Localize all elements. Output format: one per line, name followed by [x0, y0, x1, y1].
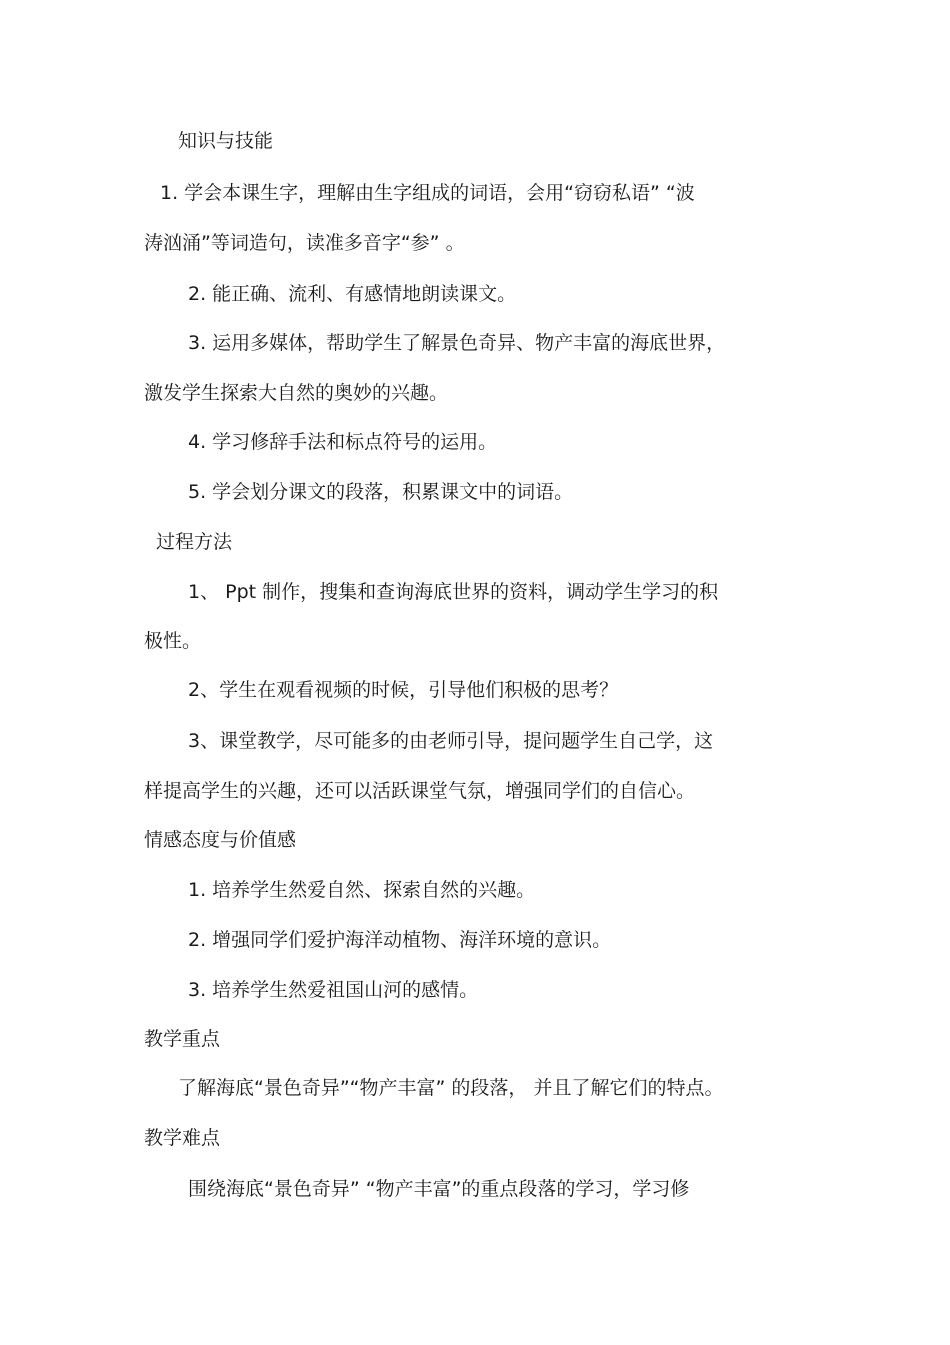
paragraph-line: 样提高学生的兴趣，还可以活跃课堂气氛，增强同学们的自信心。	[144, 780, 696, 802]
paragraph-line: 3. 运用多媒体，帮助学生了解景色奇异、物产丰富的海底世界，	[188, 332, 726, 354]
paragraph-line: 激发学生探索大自然的奥妙的兴趣。	[144, 382, 449, 404]
paragraph-line: 2. 能正确、流利、有感情地朗读课文。	[188, 283, 517, 305]
heading-knowledge-skills: 知识与技能	[178, 130, 274, 152]
paragraph-line: 围绕海底“景色奇异” “物产丰富”的重点段落的学习，学习修	[188, 1178, 690, 1200]
paragraph-line: 5. 学会划分课文的段落，积累课文中的词语。	[188, 481, 574, 503]
paragraph-line: 涛汹涌”等词造句，读准多音字“参” 。	[144, 232, 465, 254]
paragraph-line: 3. 培养学生然爱祖国山河的感情。	[188, 979, 479, 1001]
paragraph-line: 极性。	[144, 630, 202, 652]
paragraph-line: 1、 Ppt 制作，搜集和查询海底世界的资料，调动学生学习的积	[188, 581, 719, 603]
paragraph-line: 了解海底“景色奇异”“物产丰富” 的段落， 并且了解它们的特点。	[178, 1077, 724, 1099]
heading-teaching-difficulty: 教学难点	[144, 1127, 221, 1149]
paragraph-line: 2、学生在观看视频的时候，引导他们积极的思考？	[188, 679, 619, 701]
heading-teaching-focus: 教学重点	[144, 1028, 221, 1050]
paragraph-line: 1. 培养学生然爱自然、探索自然的兴趣。	[188, 879, 536, 901]
heading-process-method: 过程方法	[156, 531, 233, 553]
paragraph-line: 4. 学习修辞手法和标点符号的运用。	[188, 431, 498, 453]
heading-emotion-values: 情感态度与价值感	[144, 829, 297, 851]
paragraph-line: 1. 学会本课生字，理解由生字组成的词语，会用“窃窃私语” “波	[160, 182, 695, 204]
paragraph-line: 2. 增强同学们爱护海洋动植物、海洋环境的意识。	[188, 929, 612, 951]
paragraph-line: 3、课堂教学，尽可能多的由老师引导，提问题学生自己学，这	[188, 730, 714, 752]
